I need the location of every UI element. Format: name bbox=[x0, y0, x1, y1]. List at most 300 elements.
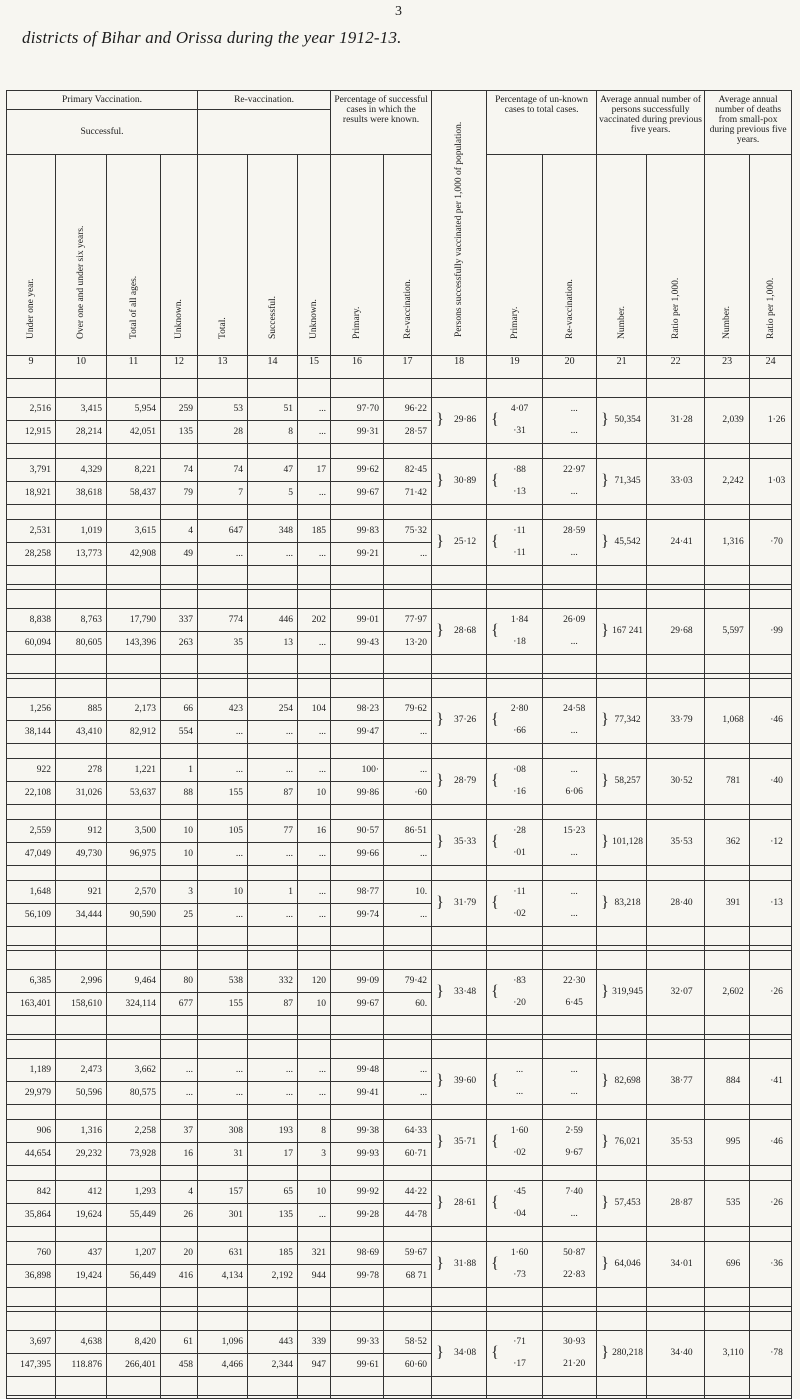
table-cell: 4 bbox=[188, 526, 194, 536]
brace-icon: } bbox=[601, 1255, 609, 1272]
table-cell: 348 bbox=[278, 526, 294, 536]
table-row bbox=[7, 1242, 792, 1265]
deaths-number-value: 535 bbox=[725, 1198, 741, 1208]
table-cell: 25 bbox=[183, 910, 194, 920]
avg-number-value: 64,046 bbox=[614, 1259, 641, 1269]
brace-icon: { bbox=[491, 833, 499, 850]
table-cell: 77 bbox=[283, 826, 294, 836]
table-cell: 13 bbox=[283, 638, 294, 648]
table-cell: 120 bbox=[311, 976, 327, 986]
table-cell: 99·78 bbox=[356, 1271, 380, 1281]
column-number: 17 bbox=[384, 356, 432, 379]
table-cell: ... bbox=[318, 549, 327, 559]
table-cell: 10 bbox=[316, 999, 327, 1009]
table-cell: 99·92 bbox=[356, 1187, 380, 1197]
table-cell: 8,838 bbox=[29, 615, 51, 625]
table-cell: 99·41 bbox=[356, 1088, 380, 1098]
brace-icon: } bbox=[601, 983, 609, 1000]
deaths-ratio-value: ·13 bbox=[770, 898, 783, 908]
table-cell: 99·47 bbox=[356, 727, 380, 737]
unknown-revacc-value: ... bbox=[570, 487, 578, 497]
table-cell: ... bbox=[285, 727, 294, 737]
table-row bbox=[7, 820, 792, 843]
unknown-primary-value: ·71 bbox=[513, 1337, 526, 1347]
table-cell: 99·09 bbox=[356, 976, 380, 986]
deaths-ratio-value: ·46 bbox=[770, 715, 783, 725]
table-cell: 65 bbox=[283, 1187, 294, 1197]
table-cell: ... bbox=[318, 638, 327, 648]
deaths-ratio-value: 1·03 bbox=[767, 476, 786, 486]
unknown-primary-value: ·11 bbox=[513, 526, 526, 536]
table-row bbox=[7, 759, 792, 782]
unknown-revacc-value: ... bbox=[570, 404, 578, 414]
table-cell: 99·31 bbox=[356, 427, 380, 437]
brace-icon: { bbox=[491, 533, 499, 550]
unknown-primary-value: ·88 bbox=[513, 465, 526, 475]
table-cell: 35,864 bbox=[24, 1210, 51, 1220]
table-cell: 60·60 bbox=[404, 1360, 428, 1370]
unknown-revacc-value: ... bbox=[570, 1209, 578, 1219]
table-cell: 163,401 bbox=[20, 999, 51, 1009]
table-cell: 2,531 bbox=[29, 526, 51, 536]
unknown-revacc-value: ... bbox=[570, 637, 578, 647]
table-cell: 42,908 bbox=[129, 549, 156, 559]
revaccination-header: Re-vaccination. bbox=[198, 91, 331, 110]
table-cell: 60,094 bbox=[24, 638, 51, 648]
table-cell: 538 bbox=[228, 976, 244, 986]
avg-number-value: 319,945 bbox=[612, 987, 643, 997]
unknown-primary-value: ·28 bbox=[513, 826, 526, 836]
table-cell: 35 bbox=[233, 638, 244, 648]
table-cell: 99·67 bbox=[356, 488, 380, 498]
table-cell: 36,898 bbox=[24, 1271, 51, 1281]
page-number: 3 bbox=[395, 4, 402, 19]
unknown-revacc-value: ... bbox=[570, 887, 578, 897]
table-cell: 26 bbox=[183, 1210, 194, 1220]
table-cell: 10 bbox=[183, 849, 194, 859]
table-cell: 554 bbox=[178, 727, 194, 737]
table-cell: 99·28 bbox=[356, 1210, 380, 1220]
deaths-ratio-value: ·99 bbox=[770, 626, 783, 636]
table-cell: 8,221 bbox=[134, 465, 156, 475]
table-cell: 412 bbox=[87, 1187, 102, 1197]
table-cell: 28·57 bbox=[404, 427, 428, 437]
deaths-ratio-value: ·70 bbox=[770, 537, 783, 547]
table-cell: 3,415 bbox=[80, 404, 102, 414]
table-cell: 2,570 bbox=[134, 887, 156, 897]
table-cell: 135 bbox=[278, 1210, 294, 1220]
table-cell: ... bbox=[285, 849, 294, 859]
table-cell: 842 bbox=[36, 1187, 51, 1197]
avg-number-value: 82,698 bbox=[614, 1076, 641, 1086]
unknown-primary-value: ·73 bbox=[513, 1270, 526, 1280]
column-number: 23 bbox=[705, 356, 750, 379]
unknown-revacc-value: 24·58 bbox=[563, 704, 586, 714]
table-cell: 79 bbox=[183, 488, 194, 498]
table-cell: 135 bbox=[178, 427, 194, 437]
table-cell: ... bbox=[235, 1088, 244, 1098]
table-cell: 56,109 bbox=[24, 910, 51, 920]
table-cell: 13,773 bbox=[75, 549, 102, 559]
table-cell: 90·57 bbox=[356, 826, 380, 836]
table-cell: 88 bbox=[183, 788, 194, 798]
brace-icon: } bbox=[436, 894, 444, 911]
table-cell: 16 bbox=[183, 1149, 194, 1159]
unknown-primary-value: ... bbox=[516, 1087, 524, 1097]
column-number: 11 bbox=[107, 356, 161, 379]
deaths-number-value: 995 bbox=[725, 1137, 741, 1147]
brace-icon: { bbox=[491, 1194, 499, 1211]
table-cell: 79·62 bbox=[404, 704, 428, 714]
avg-ratio-value: 34·40 bbox=[670, 1348, 693, 1358]
avg-number-value: 77,342 bbox=[614, 715, 641, 725]
avg-number-value: 167 241 bbox=[612, 626, 643, 636]
brace-icon: } bbox=[601, 833, 609, 850]
table-cell: 19,424 bbox=[75, 1271, 102, 1281]
unknown-primary-value: ·01 bbox=[513, 848, 526, 858]
table-cell: 10. bbox=[415, 887, 428, 897]
table-cell: 44·78 bbox=[404, 1210, 428, 1220]
unknown-revacc-value: 26·09 bbox=[563, 615, 586, 625]
table-row bbox=[7, 609, 792, 632]
page-title: districts of Bihar and Orissa during the year 1912-13. bbox=[22, 28, 402, 47]
unknown-revacc-value: 15·23 bbox=[563, 826, 586, 836]
table-cell: 1 bbox=[188, 765, 194, 775]
persons-per-1000-value: 28·68 bbox=[453, 626, 477, 636]
table-row bbox=[7, 520, 792, 543]
avg-number-value: 101,128 bbox=[612, 837, 643, 847]
unknown-primary-value: ·11 bbox=[513, 887, 526, 897]
deaths-number-value: 362 bbox=[725, 837, 741, 847]
pct-unknown-header: Percentage of un-known cases to total cases. bbox=[487, 91, 597, 155]
table-cell: 98·23 bbox=[356, 704, 380, 714]
table-cell: 5 bbox=[288, 488, 294, 498]
table-cell: 8,763 bbox=[80, 615, 102, 625]
table-cell: 3 bbox=[321, 1149, 327, 1159]
unknown-primary-value: ·83 bbox=[513, 976, 526, 986]
table-row bbox=[7, 459, 792, 482]
unknown-primary-value: 4·07 bbox=[510, 404, 529, 414]
table-cell: 22,108 bbox=[24, 788, 51, 798]
table-cell: 1,293 bbox=[134, 1187, 156, 1197]
unknown-revacc-value: 22·97 bbox=[563, 465, 586, 475]
table-cell: 99·62 bbox=[356, 465, 380, 475]
table-cell: ... bbox=[318, 910, 327, 920]
table-cell: 458 bbox=[178, 1360, 194, 1370]
table-cell: ... bbox=[235, 549, 244, 559]
brace-icon: } bbox=[601, 472, 609, 489]
table-cell: 74 bbox=[183, 465, 194, 475]
table-cell: 80,575 bbox=[129, 1088, 156, 1098]
table-cell: 31,026 bbox=[75, 788, 102, 798]
table-cell: 99·67 bbox=[356, 999, 380, 1009]
table-cell: 87 bbox=[283, 788, 294, 798]
unknown-primary-value: 2·80 bbox=[510, 704, 529, 714]
brace-icon: } bbox=[436, 622, 444, 639]
brace-icon: } bbox=[601, 1194, 609, 1211]
table-cell: 2,344 bbox=[271, 1360, 294, 1370]
table-cell: 3,500 bbox=[134, 826, 156, 836]
unknown-revacc-value: 21·20 bbox=[563, 1359, 586, 1369]
table-cell: ... bbox=[419, 1065, 428, 1075]
table-cell: 1,019 bbox=[80, 526, 102, 536]
deaths-number-value: 2,039 bbox=[722, 415, 744, 425]
deaths-ratio-value: 1·26 bbox=[767, 415, 786, 425]
brace-icon: { bbox=[491, 1255, 499, 1272]
table-cell: 49,730 bbox=[75, 849, 102, 859]
table-cell: 17 bbox=[283, 1149, 294, 1159]
persons-per-1000-value: 28·61 bbox=[453, 1198, 477, 1208]
column-header: Number. bbox=[597, 155, 647, 356]
table-cell: ... bbox=[318, 849, 327, 859]
column-number: 16 bbox=[331, 356, 384, 379]
unknown-primary-value: ·45 bbox=[513, 1187, 526, 1197]
table-cell: 80 bbox=[183, 976, 194, 986]
table-cell: 82,912 bbox=[129, 727, 156, 737]
table-cell: 56,449 bbox=[129, 1271, 156, 1281]
unknown-revacc-value: 22·30 bbox=[563, 976, 586, 986]
brace-icon: } bbox=[436, 983, 444, 1000]
table-cell: 7 bbox=[238, 488, 244, 498]
avg-ratio-value: 28·87 bbox=[670, 1198, 693, 1208]
deaths-number-value: 696 bbox=[725, 1259, 741, 1269]
table-cell: 38,618 bbox=[75, 488, 102, 498]
table-row bbox=[7, 881, 792, 904]
table-cell: 2,192 bbox=[271, 1271, 294, 1281]
persons-per-1000-value: 35·71 bbox=[453, 1137, 477, 1147]
table-cell: 437 bbox=[87, 1248, 102, 1258]
unknown-primary-value: ·31 bbox=[513, 426, 526, 436]
unknown-primary-value: 1·84 bbox=[510, 615, 529, 625]
persons-per-1000-value: 30·89 bbox=[453, 476, 477, 486]
table-cell: 59·67 bbox=[404, 1248, 428, 1258]
table-cell: 99·01 bbox=[356, 615, 380, 625]
table-cell: 68 71 bbox=[405, 1271, 428, 1281]
table-row bbox=[7, 1181, 792, 1204]
table-cell: 47 bbox=[283, 465, 294, 475]
brace-icon: } bbox=[436, 1133, 444, 1150]
avg-number-value: 45,542 bbox=[614, 537, 641, 547]
brace-icon: } bbox=[436, 772, 444, 789]
column-header: Ratio per 1,000. bbox=[647, 155, 705, 356]
unknown-revacc-value: 30·93 bbox=[563, 1337, 586, 1347]
table-cell: 44·22 bbox=[404, 1187, 428, 1197]
unknown-primary-value: ·17 bbox=[513, 1359, 526, 1369]
column-number: 19 bbox=[487, 356, 543, 379]
table-cell: ... bbox=[285, 910, 294, 920]
brace-icon: } bbox=[601, 711, 609, 728]
table-cell: 155 bbox=[228, 999, 244, 1009]
brace-icon: } bbox=[601, 894, 609, 911]
unknown-revacc-value: ... bbox=[570, 548, 578, 558]
table-cell: 29,979 bbox=[24, 1088, 51, 1098]
avg-ratio-value: 33·03 bbox=[670, 476, 693, 486]
unknown-revacc-value: ... bbox=[570, 848, 578, 858]
table-cell: 73,928 bbox=[129, 1149, 156, 1159]
table-cell: ... bbox=[235, 727, 244, 737]
deaths-ratio-value: ·12 bbox=[770, 837, 783, 847]
table-cell: 12,915 bbox=[24, 427, 51, 437]
table-cell: 42,051 bbox=[129, 427, 156, 437]
table-cell: 202 bbox=[311, 615, 327, 625]
column-header: Number. bbox=[705, 155, 750, 356]
table-cell: 77·97 bbox=[404, 615, 428, 625]
table-cell: 906 bbox=[36, 1126, 51, 1136]
table-cell: 9,464 bbox=[134, 976, 156, 986]
table-cell: 2,559 bbox=[29, 826, 51, 836]
table-cell: 51 bbox=[283, 404, 294, 414]
table-cell: ... bbox=[419, 765, 428, 775]
table-cell: 324,114 bbox=[125, 999, 156, 1009]
persons-per-1000-value: 33·48 bbox=[453, 987, 477, 997]
table-cell: 10 bbox=[316, 1187, 327, 1197]
table-cell: ... bbox=[235, 910, 244, 920]
avg-ratio-value: 38·77 bbox=[670, 1076, 693, 1086]
table-cell: 99·21 bbox=[356, 549, 380, 559]
table-cell: 1,207 bbox=[134, 1248, 156, 1258]
table-cell: 86·51 bbox=[404, 826, 428, 836]
persons-per-1000-value: 35·33 bbox=[453, 837, 477, 847]
table-cell: 1,096 bbox=[221, 1337, 244, 1347]
table-row bbox=[7, 1120, 792, 1143]
brace-icon: } bbox=[436, 1194, 444, 1211]
table-cell: 99·38 bbox=[356, 1126, 380, 1136]
table-cell: 37 bbox=[183, 1126, 194, 1136]
table-cell: ... bbox=[419, 910, 428, 920]
unknown-revacc-value: ... bbox=[570, 765, 578, 775]
table-cell: 79·42 bbox=[404, 976, 428, 986]
unknown-primary-value: ·66 bbox=[513, 726, 526, 736]
table-cell: 49 bbox=[183, 549, 194, 559]
table-cell: 99·83 bbox=[356, 526, 380, 536]
avg-annual-header: Average annual number of persons successfully vaccinated during previous five years. bbox=[597, 91, 705, 155]
brace-icon: } bbox=[436, 1344, 444, 1361]
column-number: 10 bbox=[56, 356, 107, 379]
unknown-primary-value: 1·60 bbox=[510, 1248, 529, 1258]
table-cell: 3,791 bbox=[29, 465, 51, 475]
avg-ratio-value: 34·01 bbox=[670, 1259, 693, 1269]
unknown-revacc-value: 9·67 bbox=[565, 1148, 583, 1158]
table-cell: 1,316 bbox=[80, 1126, 102, 1136]
table-cell: 2,258 bbox=[134, 1126, 156, 1136]
primary-vaccination-header: Primary Vaccination. bbox=[7, 91, 198, 110]
deaths-ratio-value: ·36 bbox=[770, 1259, 783, 1269]
table-cell: 118.876 bbox=[71, 1360, 102, 1370]
table-cell: 443 bbox=[278, 1337, 294, 1347]
table-cell: 193 bbox=[278, 1126, 294, 1136]
table-cell: 446 bbox=[278, 615, 294, 625]
unknown-revacc-value: ... bbox=[570, 726, 578, 736]
brace-icon: { bbox=[491, 1072, 499, 1089]
table-cell: 19,624 bbox=[75, 1210, 102, 1220]
brace-icon: } bbox=[436, 1072, 444, 1089]
table-cell: 44,654 bbox=[24, 1149, 51, 1159]
column-header: Total of all ages. bbox=[107, 155, 161, 356]
avg-number-value: 280,218 bbox=[612, 1348, 643, 1358]
column-number: 14 bbox=[248, 356, 298, 379]
table-cell: ... bbox=[318, 1065, 327, 1075]
table-cell: 155 bbox=[228, 788, 244, 798]
deaths-number-value: 781 bbox=[725, 776, 741, 786]
table-cell: 3 bbox=[188, 887, 194, 897]
brace-icon: } bbox=[436, 472, 444, 489]
table-cell: 53 bbox=[233, 404, 244, 414]
column-number: 13 bbox=[198, 356, 248, 379]
table-cell: 8 bbox=[321, 1126, 327, 1136]
table-cell: 423 bbox=[228, 704, 244, 714]
table-cell: 99·74 bbox=[356, 910, 380, 920]
table-cell: ... bbox=[235, 849, 244, 859]
avg-ratio-value: 24·41 bbox=[670, 537, 693, 547]
deaths-number-value: 884 bbox=[725, 1076, 741, 1086]
column-number: 24 bbox=[750, 356, 792, 379]
table-cell: 87 bbox=[283, 999, 294, 1009]
persons-per-1000-header: Persons successfully vaccinated per 1,000 of population. bbox=[432, 91, 487, 356]
table-cell: 29,232 bbox=[75, 1149, 102, 1159]
table-cell: 2,473 bbox=[80, 1065, 102, 1075]
table-cell: ... bbox=[318, 1210, 327, 1220]
table-cell: 66 bbox=[183, 704, 194, 714]
table-cell: 416 bbox=[178, 1271, 194, 1281]
table-cell: 31 bbox=[233, 1149, 244, 1159]
table-cell: 8,420 bbox=[134, 1337, 156, 1347]
brace-icon: { bbox=[491, 894, 499, 911]
persons-per-1000-value: 25·12 bbox=[453, 537, 477, 547]
table-cell: 99·61 bbox=[356, 1360, 380, 1370]
avg-number-value: 57,453 bbox=[614, 1198, 641, 1208]
table-cell: ... bbox=[318, 727, 327, 737]
brace-icon: { bbox=[491, 772, 499, 789]
brace-icon: } bbox=[601, 1344, 609, 1361]
table-cell: 17,790 bbox=[129, 615, 156, 625]
persons-per-1000-value: 37·26 bbox=[453, 715, 477, 725]
column-header: Over one and under six years. bbox=[56, 155, 107, 356]
table-cell: 50,596 bbox=[75, 1088, 102, 1098]
unknown-primary-value: ·13 bbox=[513, 487, 526, 497]
table-cell: 3,662 bbox=[134, 1065, 156, 1075]
table-cell: ... bbox=[285, 549, 294, 559]
avg-ratio-value: 31·28 bbox=[670, 415, 693, 425]
table-cell: 6,385 bbox=[29, 976, 51, 986]
brace-icon: { bbox=[491, 472, 499, 489]
table-cell: 97·70 bbox=[356, 404, 380, 414]
brace-icon: { bbox=[491, 983, 499, 1000]
brace-icon: { bbox=[491, 622, 499, 639]
deaths-ratio-value: ·26 bbox=[770, 987, 783, 997]
unknown-revacc-value: ... bbox=[570, 426, 578, 436]
avg-number-value: 83,218 bbox=[614, 898, 641, 908]
table-cell: ... bbox=[318, 404, 327, 414]
table-cell: ... bbox=[235, 1065, 244, 1075]
table-cell: 99·93 bbox=[356, 1149, 380, 1159]
table-cell: 100· bbox=[361, 765, 380, 775]
column-header: Primary. bbox=[487, 155, 543, 356]
deaths-number-value: 1,316 bbox=[722, 537, 744, 547]
table-cell: 1,648 bbox=[29, 887, 51, 897]
table-cell: 96·22 bbox=[404, 404, 428, 414]
table-cell: ... bbox=[285, 1065, 294, 1075]
column-header: Successful. bbox=[248, 155, 298, 356]
avg-ratio-value: 32·07 bbox=[670, 987, 693, 997]
table-cell: 278 bbox=[87, 765, 102, 775]
table-cell: 99·43 bbox=[356, 638, 380, 648]
avg-ratio-value: 28·40 bbox=[670, 898, 693, 908]
table-cell: 266,401 bbox=[125, 1360, 156, 1370]
table-row bbox=[7, 970, 792, 993]
column-header: Under one year. bbox=[7, 155, 56, 356]
table-cell: 105 bbox=[228, 826, 244, 836]
unknown-primary-value: ·11 bbox=[513, 548, 526, 558]
